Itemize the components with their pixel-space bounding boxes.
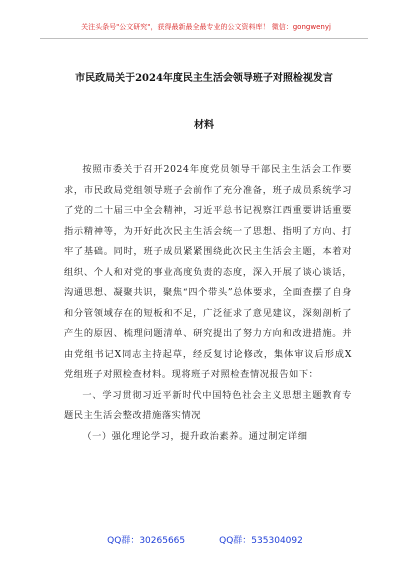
document-title-line-2: 材料: [194, 120, 214, 131]
header-divider: [40, 38, 368, 39]
footer-qq-group-1: QQ群：30265665: [107, 536, 186, 546]
body-paragraph-intro: 按照市委关于召开2024年度党员领导干部民主生活会工作要求，市民政局党组领导班子会前作了充分准备，班子成员系统学习了党的二十届三中全会精神，习近平总书记视察江西重要讲话重要指示精神等，为开好此次民主生活会统一了思想、指明了方向、打牢了基础。同时，班子成员紧紧围绕此次民主生活会主题，本着对组织、个人和对党的事业高度负责的态度，深入开展了谈心谈话，沟通思想、凝聚共识，聚焦“四个带头”总体要求，全面查摆了自身和分管领域存在的短板和不足，广泛征求了意见建议，深刻剖析了产生的原因、梳理问题清单、研究提出了努力方向和改进措施。并由党组书记X同志主持起草，经反复讨论修改，集体审议后形成X党组班子对照检查材料。现将班子对照检查情况报告如下：: [64, 164, 352, 380]
footer-qq-groups: [60, 533, 350, 546]
document-body: [64, 160, 352, 447]
header-banner: 关注头条号"公文研究"，获得最新最全最专业的公文资料库！ 微信：gongwenyj: [81, 23, 331, 31]
document-title-line-1: 市民政局关于2024年度民主生活会领导班子对照检视发言: [75, 73, 333, 84]
section-heading-1: 一、学习贯彻习近平新时代中国特色社会主义思想主题教育专题民主生活会整改措施落实情况: [64, 389, 352, 421]
subsection-heading-1: （一）强化理论学习，提升政治素养。通过制定详细: [82, 430, 308, 442]
footer-qq-group-2: QQ群：535304092: [219, 536, 303, 546]
